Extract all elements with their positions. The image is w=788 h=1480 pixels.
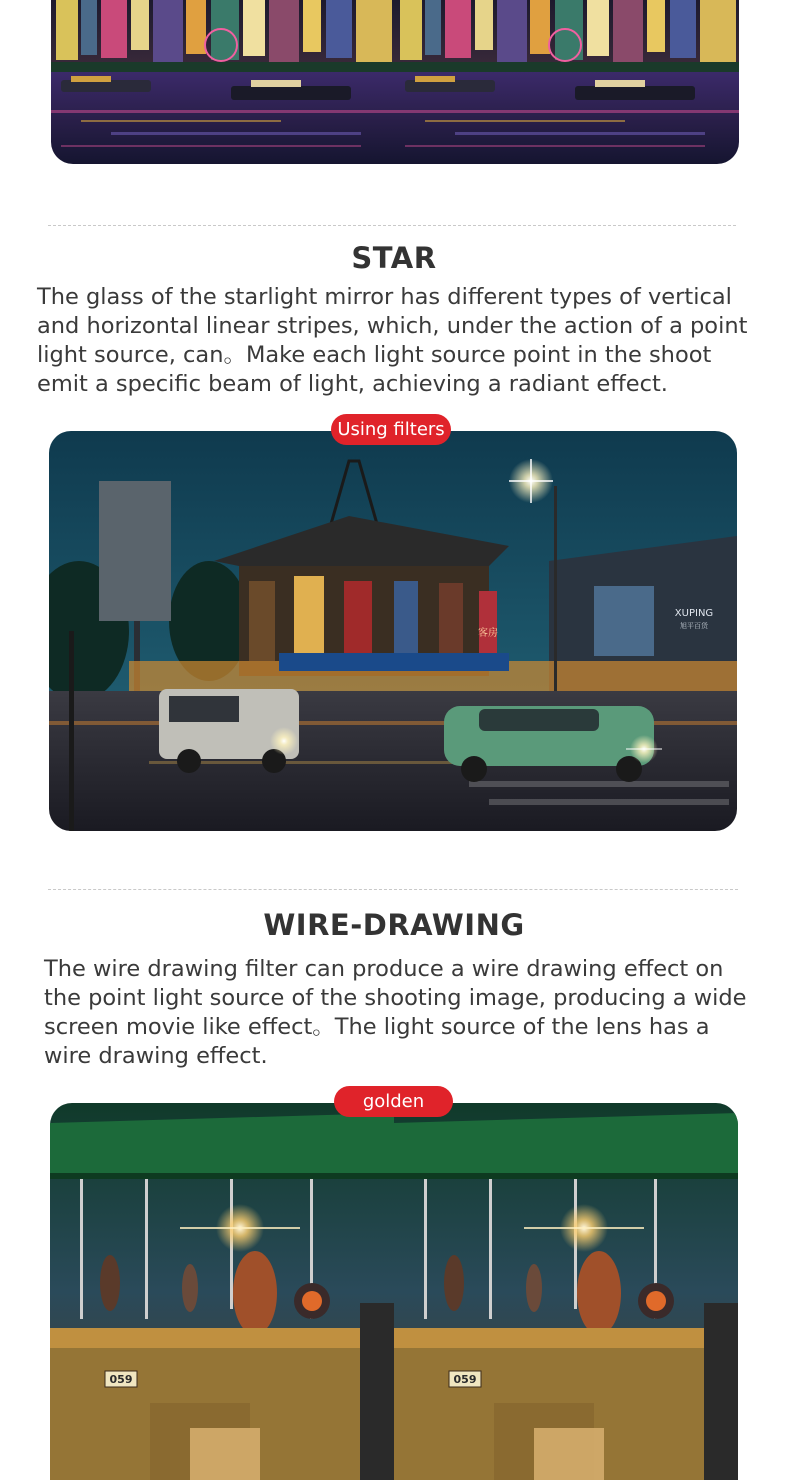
star-section-title: STAR (351, 241, 437, 275)
wire-drawing-market-photo (50, 1103, 738, 1480)
star-section-description: The glass of the starlight mirror has different types of vertical and horizontal linear stripes, which, under the action of a point light source, can。Make each light source point in the shoot emit a specific beam of light, achieving a radiant effect. (37, 284, 748, 397)
hotel-sign-text: 客房 (478, 628, 498, 639)
golden-badge: golden (334, 1086, 453, 1117)
street-sign-text: XUPING (674, 608, 714, 619)
wire-drawing-section-description: The wire drawing filter can produce a wire drawing effect on the point light source of the shooting image, producing a wide screen movie like effect。The light source of the lens has a wire drawing effect. (44, 956, 747, 1069)
wire-drawing-section-title: WIRE-DRAWING (263, 908, 525, 942)
using-filters-badge: Using filters (331, 414, 451, 445)
section-divider (48, 889, 738, 890)
street-sign-subtext: 旭平百货 (680, 622, 708, 630)
section-divider (48, 225, 736, 226)
stall-number: 059 (109, 1373, 133, 1386)
harbor-night-photo (51, 0, 739, 164)
star-filter-street-photo (49, 431, 737, 831)
